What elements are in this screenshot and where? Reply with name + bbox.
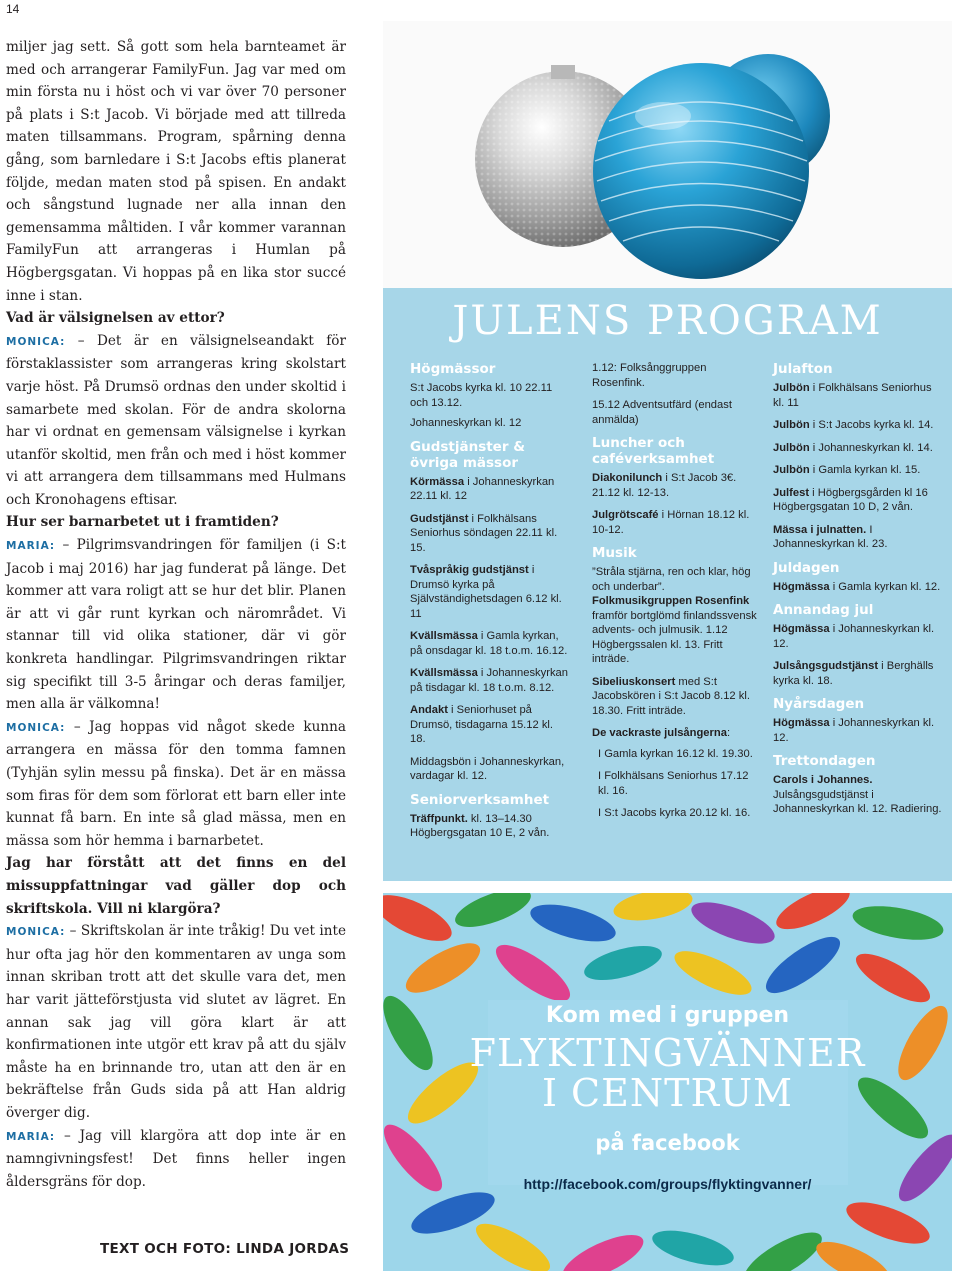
- event-item: Högmässa i Johanneskyrkan kl. 12.: [773, 717, 935, 744]
- answer-text: – Jag hoppas vid något skede kunna arrangera en mässa för den tomma famnen (Tyhjän sylin messu på finska). Det är en mässa som firas för dem som förlorat ett barn eller inte kunnat få barn. En inte så glad mässa, men en mässa som hör hemma i barnarbetet.: [6, 718, 346, 849]
- event-item: Julbön i S:t Jacobs kyrka kl. 14.: [773, 419, 934, 431]
- event-item: Andakt i Seniorhuset på Drumsö, tisdagarna 15.12 kl. 18.: [410, 704, 554, 745]
- section-heading: Högmässor: [410, 361, 496, 377]
- event-item: Träffpunkt. kl. 13–14.30 Högbergsgatan 10 E, 2 vån.: [410, 812, 550, 839]
- answer-text: – Skriftskolan är inte tråkig! Du vet inte hur ofta jag hör den kommentaren av unga som innan skriban trott att det skulle vara det, men har varit jätteförstjusta vid slutet av lägret. En annan sak jag vill göra klart är att konfirmationen inte utgör ett krav på att du själv måste ha en brinnande tro, utan att den är en bekräftelse från Guds sida på att Han aldrig överger dig.: [6, 923, 346, 1121]
- speaker-label: MONICA:: [6, 926, 66, 939]
- section-heading: Annandag jul: [773, 602, 874, 618]
- article-paragraph: miljer jag sett. Så gott som hela barnteamet är med och arrangerar FamilyFun. Jag var med om min första nu i höst och vi var över 70 personer på plats i S:t Jacob. Vi började med att tillreda maten tillsammans. Program, spårning denna gång, som barnledare i S:t Jacobs eftis planerat följde, medan maten stod på spisen. En andakt och sångstund lugnade ner alla innan den gemensamma måltiden. I vår kommer varannan FamilyFun att arrangeras i Humlan på Högbergsgatan. Vi hoppas på en lika stor succé inne i stan.: [6, 39, 346, 304]
- event-item: ”Stråla stjärna, ren och klar, hög och underbar”. Folkmusikgruppen Rosenfink framför bortglömd finlandssvensk advents- och julmusik. 1.12 Högbergssalen kl. 13. Fritt inträde.: [592, 566, 757, 665]
- speaker-label: MONICA:: [6, 721, 66, 734]
- section-heading: Juldagen: [773, 559, 840, 576]
- section-heading: Nyårsdagen: [773, 696, 865, 712]
- event-item: Carols i Johannes. Julsångsgudstjänst i Johanneskyrkan kl. 12. Radiering.: [773, 774, 942, 815]
- event-item: De vackraste julsångerna:: [592, 727, 731, 739]
- section-heading: Musik: [592, 545, 637, 561]
- event-item: Johanneskyrkan kl. 12: [410, 417, 522, 429]
- ornaments-illustration: [383, 21, 952, 288]
- event-item: 1.12: Folksånggruppen Rosenfink.: [592, 362, 707, 389]
- program-column-2: [592, 361, 757, 829]
- program-title: JULENS PROGRAM: [452, 298, 883, 344]
- answer-text: – Pilgrimsvandringen för familjen (i S:t Jacob i maj 2016) har jag funderat på länge. Det kommer att vara roligt att se hur det blir. Planen är att vi går runt kyrkan och närområdet. Vi stannar till vid olika stationer, där vi gör konkreta handlingar. Pilgrimsvandringen riktar sig specifikt till 3-5 åringar och deras familjer, men alla är välkomna!: [6, 537, 346, 713]
- answer-paragraph: [6, 534, 346, 716]
- event-item: I Folkhälsans Seniorhus 17.12 kl. 16.: [598, 770, 749, 797]
- event-item: 15.12 Adventsutfärd (endast anmälda): [592, 399, 732, 426]
- event-item: Julgrötscafé i Hörnan 18.12 kl. 10-12.: [592, 509, 750, 536]
- answer-paragraph: [6, 1125, 346, 1194]
- event-item: Middagsbön i Johanneskyrkan, vardagar kl. 12.: [410, 755, 565, 782]
- event-item: Julbön i Gamla kyrkan kl. 15.: [773, 464, 921, 476]
- banner-facebook: på facebook: [595, 1131, 740, 1155]
- event-item: Mässa i julnatten. I Johanneskyrkan kl. 23.: [773, 523, 888, 550]
- photo-credit: TEXT OCH FOTO: LINDA JORDAS: [100, 1241, 350, 1257]
- event-item: Kvällsmässa i Gamla kyrkan, på onsdagar kl. 18 t.o.m. 16.12.: [410, 630, 568, 657]
- facebook-group-link[interactable]: http://facebook.com/groups/flyktingvanner/: [523, 1176, 812, 1192]
- answer-paragraph: [6, 920, 346, 1124]
- answer-paragraph: [6, 330, 346, 512]
- question-heading: Hur ser barnarbetet ut i framtiden?: [6, 514, 279, 531]
- event-item: Högmässa i Johanneskyrkan kl. 12.: [773, 623, 935, 650]
- section-heading: Julafton: [773, 361, 833, 377]
- speaker-label: MONICA:: [6, 335, 66, 348]
- answer-text: – Jag vill klargöra att dop inte är en namngivningsfest! Det finns heller ingen åldersgräns för dop.: [6, 1127, 346, 1190]
- event-item: Diakonilunch i S:t Jacob 3€. 21.12 kl. 12-13.: [592, 472, 737, 499]
- answer-paragraph: [6, 716, 346, 853]
- event-item: Kvällsmässa i Johanneskyrkan på tisdagar kl. 18 t.o.m. 8.12.: [410, 667, 568, 694]
- section-heading: Trettondagen: [773, 753, 876, 769]
- event-item: Julfest i Högbergsgården kl 16 Högbergsgatan 10 D, 2 vån.: [773, 486, 928, 513]
- event-item: Högmässa i Gamla kyrkan kl. 12.: [773, 580, 941, 593]
- event-item: Julsångsgudstjänst i Berghälls kyrka kl. 18.: [773, 660, 934, 687]
- event-item: I S:t Jacobs kyrka 20.12 kl. 16.: [598, 807, 751, 819]
- event-item: Julbön i Folkhälsans Seniorhus kl. 11: [773, 382, 932, 409]
- event-item: S:t Jacobs kyrka kl. 10 22.11 och 13.12.: [410, 382, 553, 409]
- page-number: 14: [6, 2, 20, 16]
- section-heading: Gudstjänster & övriga mässor: [410, 438, 525, 471]
- event-item: I Gamla kyrkan 16.12 kl. 19.30.: [598, 747, 753, 760]
- event-item: Sibeliuskonsert med S:t Jacobskören i S:t Jacob 8.12 kl. 18.30. Fritt inträde.: [592, 675, 750, 717]
- banner-invite: Kom med i gruppen: [545, 1003, 790, 1028]
- christmas-ornaments-photo: [383, 21, 952, 288]
- blue-ornament: [593, 63, 809, 279]
- event-item: Tvåspråkig gudstjänst i Drumsö kyrka på Självständighetsdagen 6.12 kl. 11: [410, 564, 562, 620]
- event-item: Julbön i Johanneskyrkan kl. 14.: [773, 441, 933, 454]
- speaker-label: MARIA:: [6, 540, 56, 553]
- flyktingvanner-banner: [383, 893, 952, 1271]
- program-column-3: [773, 361, 943, 825]
- question-heading: Vad är välsignelsen av ettor?: [6, 310, 225, 327]
- program-column-1: [410, 361, 570, 849]
- section-heading: Seniorverksamhet: [410, 791, 550, 808]
- question-heading: Jag har förstått att det finns en del missuppfattningar vad gäller dop och skriftskola. Vill ni klargöra?: [6, 855, 346, 917]
- article-body: [6, 36, 346, 1193]
- banner-group-name: FLYKTINGVÄNNER I CENTRUM: [469, 1031, 866, 1115]
- event-item: Körmässa i Johanneskyrkan 22.11 kl. 12: [410, 475, 555, 502]
- event-item: Gudstjänst i Folkhälsans Seniorhus söndagen 22.11 kl. 15.: [410, 512, 558, 554]
- section-heading: Luncher och caféverksamhet: [592, 435, 715, 467]
- answer-text: – Det är en välsignelseandakt för förstaklassister som arrangeras kring skolstart varje höst. På Drumsö ordnas den under skoltid i samarbete med skolan. För de andra skolorna har vi ordnat en gemensam välsignelse i kyrkan utanför skoltid, men från och med i höst kommer vi att arrangera dem tillsammans med Hulmans och Kronohagens eftisar.: [6, 332, 346, 508]
- speaker-label: MARIA:: [6, 1130, 56, 1143]
